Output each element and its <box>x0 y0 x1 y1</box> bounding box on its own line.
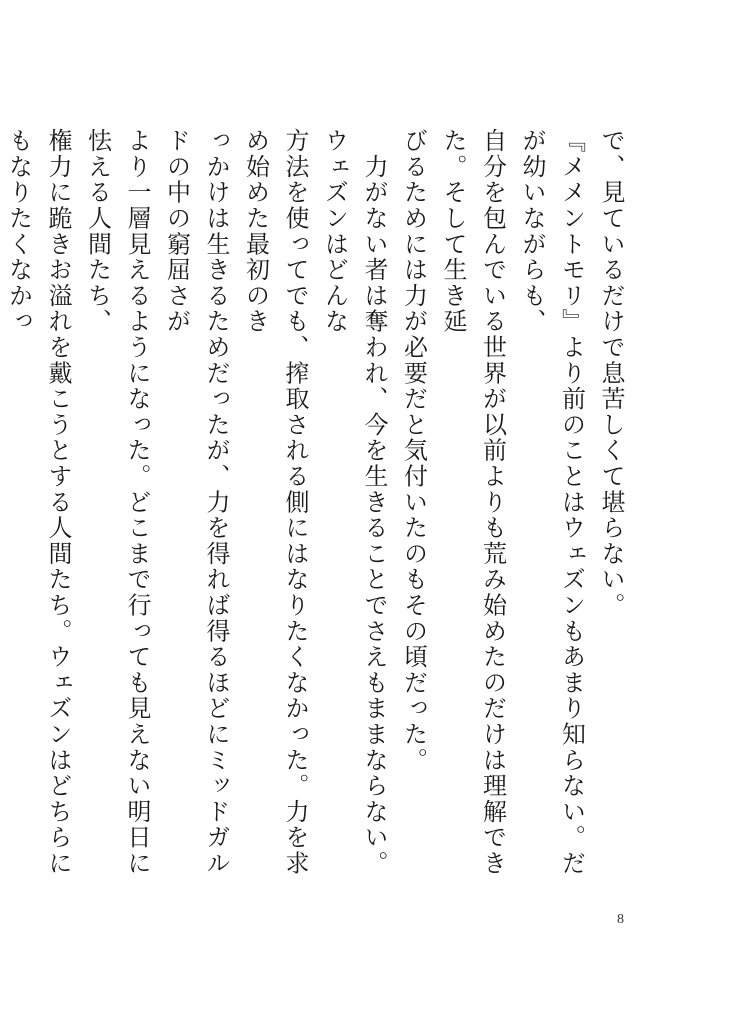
text-line: っかけは生きるためだったが、力を得れば得るほどにミッドガルドの中の窮屈さが <box>162 128 230 877</box>
text-line: 方法を使ってでも、搾取される側にはなりたくなかった。力を求め始めた最初のき <box>241 128 309 877</box>
text-line: で、見ているだけで息苦しくて堪らない。 <box>597 128 625 619</box>
text-line: 権力に跪きお溢れを戴こうとする人間たち。ウェズンはどちらにもなりたくなかっ <box>4 128 72 877</box>
vertical-text-body <box>4 128 630 888</box>
text-line: 自分を包んでいる世界が以前よりも荒み始めたのだけは理解できた。そして生き延 <box>439 128 507 877</box>
text-line: 力がない者は奪われ、今を生きることでさえもままならない。ウェズンはどんな <box>320 128 388 877</box>
text-line: より一層見えるようになった。どこまで行っても見えない明日に怯える人間たち、 <box>83 128 151 877</box>
text-line: 『メメントモリ』より前のことはウェズンもあまり知らない。だが幼いながらも、 <box>518 128 586 877</box>
text-line: びるためには力が必要だと気付いたのもその頃だった。 <box>399 128 428 773</box>
page-number: 8 <box>617 912 624 927</box>
